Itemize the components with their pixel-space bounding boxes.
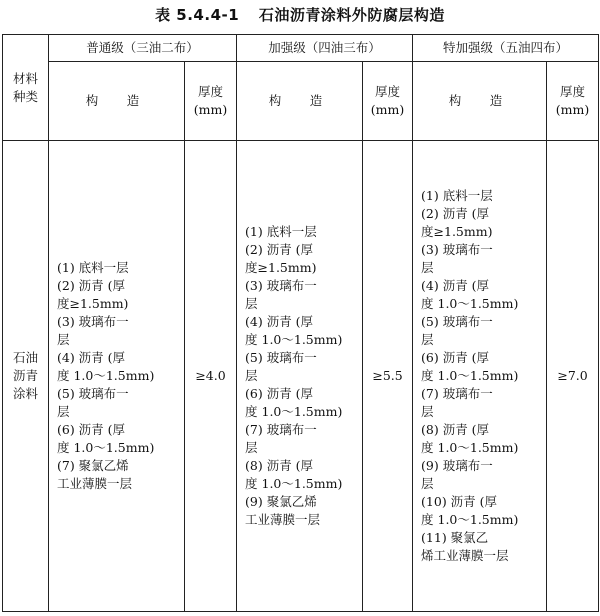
table-caption	[0, 4, 600, 25]
material-type-header: 材料 种类	[3, 35, 49, 141]
grade-header-normal: 普通级（三油二布）	[49, 35, 237, 62]
thickness-header-normal: 厚度 (mm)	[185, 62, 237, 141]
table-title: 石油沥青涂料外防腐层构造	[258, 6, 445, 24]
steps-text-reinforced: (1) 底料一层 (2) 沥青 (厚 度≥1.5mm) (3) 玻璃布一 层 (4) 沥青 (厚 度 1.0～1.5mm) (5) 玻璃布一 层 (6) 沥青 (厚 度 1.0～1.5mm) (7) 玻璃布一 层 (8) 沥青 (厚 度 1.0～1.5mm) (9) 聚氯乙烯 工业薄膜一层	[245, 224, 343, 527]
grade-header-reinforced: 加强级（四油三布）	[237, 35, 413, 62]
structure-header-reinforced: 构 造	[237, 62, 363, 141]
structure-steps-extra-reinforced	[413, 141, 547, 612]
thickness-value-reinforced: ≥5.5	[363, 141, 413, 612]
material-type-cell: 石油 沥青 涂料	[3, 141, 49, 612]
table-number: 表 5.4.4-1	[155, 6, 240, 24]
structure-steps-reinforced	[237, 141, 363, 612]
steps-text-extra-reinforced: (1) 底料一层 (2) 沥青 (厚 度≥1.5mm) (3) 玻璃布一 层 (4) 沥青 (厚 度 1.0～1.5mm) (5) 玻璃布一 层 (6) 沥青 (厚 度 1.0～1.5mm) (7) 玻璃布一 层 (8) 沥青 (厚 度 1.0～1.5mm) (9) 玻璃布一 层 (10) 沥青 (厚 度 1.0～1.5mm) (11) 聚氯乙 烯工业薄膜一层	[421, 188, 519, 563]
grade-header-extra-reinforced: 特加强级（五油四布）	[413, 35, 599, 62]
thickness-value-extra-reinforced: ≥7.0	[547, 141, 599, 612]
table-row	[3, 141, 599, 612]
thickness-header-extra-reinforced: 厚度 (mm)	[547, 62, 599, 141]
structure-header-normal: 构 造	[49, 62, 185, 141]
subheader-row	[3, 62, 599, 141]
thickness-value-normal: ≥4.0	[185, 141, 237, 612]
steps-text-normal: (1) 底料一层 (2) 沥青 (厚 度≥1.5mm) (3) 玻璃布一 层 (4) 沥青 (厚 度 1.0～1.5mm) (5) 玻璃布一 层 (6) 沥青 (厚 度 1.0～1.5mm) (7) 聚氯乙烯 工业薄膜一层	[57, 260, 155, 491]
thickness-header-reinforced: 厚度 (mm)	[363, 62, 413, 141]
structure-header-extra-reinforced: 构 造	[413, 62, 547, 141]
grade-header-row	[3, 35, 599, 62]
structure-steps-normal	[49, 141, 185, 612]
coating-structure-table	[2, 34, 599, 612]
